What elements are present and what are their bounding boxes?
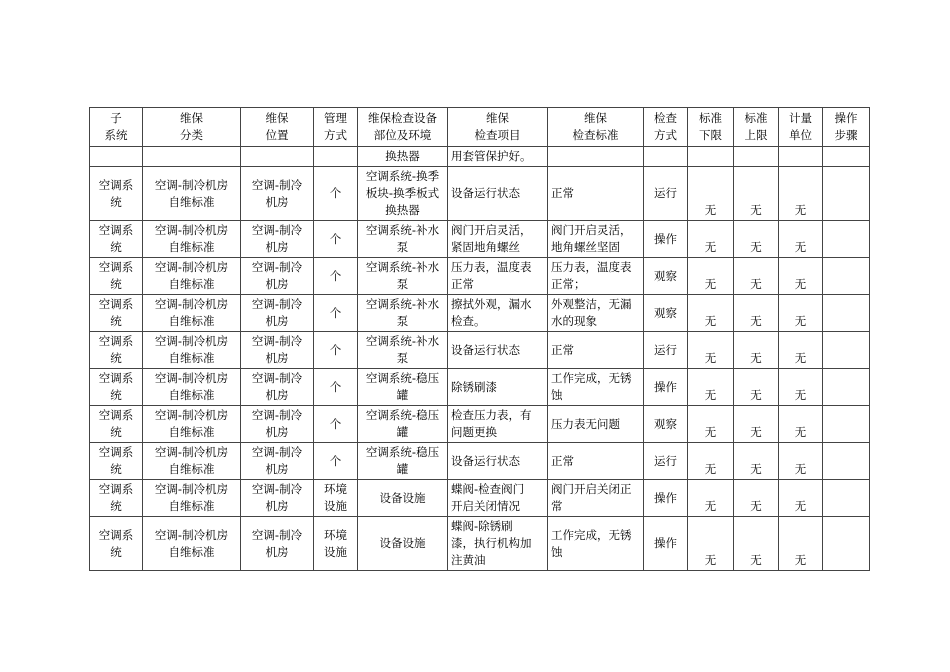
- category-cell-text: 空调-制冷机房 自维标准: [154, 334, 229, 365]
- location-cell-text: 空调-制冷 机房: [251, 334, 303, 365]
- equipment-cell: [358, 258, 448, 295]
- category-cell-text: 空调-制冷机房 自维标准: [154, 482, 229, 513]
- empty-cell: [241, 147, 314, 167]
- steps-cell: [823, 480, 870, 517]
- upper-limit-cell: [734, 517, 779, 571]
- location-cell-text: 空调-制冷 机房: [251, 371, 303, 402]
- upper-limit-cell-text: 无: [750, 351, 762, 365]
- steps-cell: [823, 258, 870, 295]
- check-standard-cell-text: 工作完成，无锈 蚀: [551, 371, 632, 402]
- check-item-cell-text: 设备运行状态: [451, 342, 520, 357]
- check-item-cell-text: 设备运行状态: [451, 453, 520, 468]
- check-method-cell-text: 观察: [654, 416, 677, 431]
- upper-limit-cell: [734, 332, 779, 369]
- subsystem-cell: [90, 221, 143, 258]
- check-standard-cell: [548, 258, 644, 295]
- management-cell: [314, 443, 358, 480]
- check-method-cell-text: 观察: [654, 268, 677, 283]
- location-cell: [241, 443, 314, 480]
- equipment-cell-text: 空调系统-稳压 罐: [365, 371, 440, 402]
- management-cell-text: 个: [329, 268, 342, 283]
- unit-cell-text: 无: [794, 203, 807, 217]
- equipment-cell: [358, 517, 448, 571]
- check-item-cell-text: 压力表，温度表 正常: [451, 260, 532, 291]
- lower-limit-cell: [688, 221, 734, 258]
- table-row: [90, 258, 870, 295]
- check-standard-cell: [548, 517, 644, 571]
- steps-cell: [823, 332, 870, 369]
- subsystem-cell-text: 空调系 统: [98, 260, 134, 291]
- management-cell: [314, 332, 358, 369]
- column-header-label: 标准 上限: [744, 111, 768, 142]
- check-item-cell: [448, 406, 548, 443]
- check-method-cell: [644, 480, 688, 517]
- check-item-cell-text: 擦拭外观，漏水 检查。: [451, 297, 532, 328]
- check-standard-cell: [548, 480, 644, 517]
- check-method-cell-text: 观察: [654, 305, 677, 320]
- lower-limit-cell-text: 无: [704, 462, 717, 476]
- unit-cell-text: 无: [794, 425, 807, 439]
- column-header-management: [314, 108, 358, 147]
- upper-limit-cell-text: 无: [750, 499, 762, 513]
- location-cell-text: 空调-制冷 机房: [251, 527, 303, 559]
- upper-limit-cell-text: 无: [750, 462, 762, 476]
- upper-limit-cell-text: 无: [750, 388, 762, 402]
- location-cell: [241, 258, 314, 295]
- lower-limit-cell-text: 无: [704, 314, 717, 328]
- location-cell: [241, 517, 314, 571]
- check-method-cell-text: 运行: [654, 453, 677, 468]
- column-header-label: 维保 分类: [180, 111, 203, 142]
- subsystem-cell-text: 空调系 统: [98, 223, 134, 254]
- lower-limit-cell: [688, 443, 734, 480]
- column-header-category: [143, 108, 241, 147]
- empty-cell: [314, 147, 358, 167]
- equipment-cell-text: 空调系统-补水 泵: [365, 223, 440, 254]
- equipment-cell: [358, 443, 448, 480]
- subsystem-cell-text: 空调系 统: [98, 445, 134, 476]
- check-standard-cell: [548, 221, 644, 258]
- check-item-cell: [448, 147, 548, 167]
- location-cell: [241, 295, 314, 332]
- location-cell-text: 空调-制冷 机房: [251, 177, 303, 209]
- lower-limit-cell: [688, 369, 734, 406]
- lower-limit-cell-text: 无: [704, 277, 717, 291]
- column-header-upper-limit: [734, 108, 779, 147]
- check-item-cell-text: 阀门开启灵活， 紧固地角螺丝: [451, 223, 532, 254]
- category-cell-text: 空调-制冷机房 自维标准: [154, 408, 229, 439]
- check-method-cell: [644, 369, 688, 406]
- category-cell: [143, 295, 241, 332]
- lower-limit-cell-text: 无: [704, 425, 717, 439]
- column-header-label: 子 系统: [104, 111, 128, 142]
- upper-limit-cell: [734, 295, 779, 332]
- column-header-check-method: [644, 108, 688, 147]
- equipment-cell-text: 空调系统-补水 泵: [365, 260, 440, 291]
- check-standard-cell-text: 外观整洁，无漏 水的现象: [551, 297, 632, 328]
- column-header-label: 检查 方式: [654, 111, 677, 142]
- management-cell: [314, 221, 358, 258]
- check-method-cell-text: 运行: [654, 186, 677, 200]
- category-cell: [143, 332, 241, 369]
- lower-limit-cell: [688, 332, 734, 369]
- subsystem-cell-text: 空调系 统: [98, 527, 134, 559]
- category-cell: [143, 258, 241, 295]
- table-row: [90, 443, 870, 480]
- unit-cell: [779, 443, 823, 480]
- column-header-label: 维保 检查标准: [572, 111, 619, 142]
- equipment-cell: [358, 369, 448, 406]
- category-cell: [143, 480, 241, 517]
- equipment-cell: [358, 406, 448, 443]
- subsystem-cell: [90, 295, 143, 332]
- subsystem-cell-text: 空调系 统: [98, 177, 134, 209]
- check-standard-cell: [548, 295, 644, 332]
- check-method-cell: [644, 443, 688, 480]
- check-method-cell-text: 运行: [654, 342, 677, 357]
- steps-cell: [823, 517, 870, 571]
- column-header-label: 操作 步骤: [834, 111, 858, 142]
- unit-cell-text: 无: [794, 462, 807, 476]
- subsystem-cell-text: 空调系 统: [98, 371, 134, 402]
- location-cell: [241, 406, 314, 443]
- table-row: [90, 295, 870, 332]
- unit-cell: [779, 258, 823, 295]
- unit-cell-text: 无: [794, 499, 807, 513]
- lower-limit-cell: [688, 406, 734, 443]
- steps-cell: [823, 369, 870, 406]
- check-method-cell-text: 操作: [654, 490, 677, 505]
- column-header-check-item: [448, 108, 548, 147]
- category-cell: [143, 369, 241, 406]
- location-cell: [241, 221, 314, 258]
- management-cell-text: 个: [329, 231, 342, 246]
- category-cell-text: 空调-制冷机房 自维标准: [154, 223, 229, 254]
- equipment-cell-text: 设备设施: [379, 490, 426, 505]
- empty-cell: [779, 147, 823, 167]
- upper-limit-cell-text: 无: [750, 203, 762, 217]
- management-cell-text: 个: [329, 379, 342, 394]
- location-cell-text: 空调-制冷 机房: [251, 297, 303, 328]
- check-item-cell: [448, 221, 548, 258]
- steps-cell: [823, 295, 870, 332]
- table-row: [90, 369, 870, 406]
- check-method-cell-text: 操作: [654, 379, 677, 394]
- check-method-cell: [644, 332, 688, 369]
- location-cell: [241, 332, 314, 369]
- column-header-lower-limit: [688, 108, 734, 147]
- check-item-cell: [448, 167, 548, 221]
- upper-limit-cell: [734, 167, 779, 221]
- management-cell-text: 个: [329, 453, 342, 468]
- check-standard-cell-text: 正常: [551, 186, 574, 200]
- management-cell-text: 个: [329, 305, 342, 320]
- table-row: [90, 221, 870, 258]
- column-header-steps: [823, 108, 870, 147]
- check-item-cell-text: 设备运行状态: [451, 186, 520, 200]
- subsystem-cell: [90, 167, 143, 221]
- steps-cell: [823, 406, 870, 443]
- location-cell-text: 空调-制冷 机房: [251, 482, 303, 513]
- table-row: [90, 517, 870, 571]
- check-standard-cell: [548, 167, 644, 221]
- table-row: [90, 332, 870, 369]
- category-cell-text: 空调-制冷机房 自维标准: [154, 297, 229, 328]
- lower-limit-cell-text: 无: [704, 553, 717, 567]
- empty-cell: [143, 147, 241, 167]
- equipment-cell-text: 换热器: [385, 149, 420, 163]
- column-header-location: [241, 108, 314, 147]
- check-standard-cell: [548, 369, 644, 406]
- table-row: [90, 480, 870, 517]
- lower-limit-cell-text: 无: [704, 388, 717, 402]
- management-cell: [314, 517, 358, 571]
- check-item-cell: [448, 443, 548, 480]
- equipment-cell: [358, 147, 448, 167]
- check-item-cell-text: 除锈刷漆: [451, 379, 497, 394]
- unit-cell-text: 无: [794, 351, 807, 365]
- empty-cell: [734, 147, 779, 167]
- upper-limit-cell: [734, 221, 779, 258]
- management-cell-text: 环境 设施: [324, 527, 347, 559]
- equipment-cell-text: 空调系统-稳压 罐: [365, 408, 440, 439]
- upper-limit-cell: [734, 443, 779, 480]
- check-item-cell: [448, 332, 548, 369]
- location-cell-text: 空调-制冷 机房: [251, 408, 303, 439]
- steps-cell: [823, 443, 870, 480]
- category-cell-text: 空调-制冷机房 自维标准: [154, 445, 229, 476]
- empty-cell: [688, 147, 734, 167]
- column-header-check-standard: [548, 108, 644, 147]
- check-standard-cell: [548, 332, 644, 369]
- unit-cell-text: 无: [794, 314, 807, 328]
- unit-cell: [779, 517, 823, 571]
- check-standard-cell-text: 压力表无问题: [551, 416, 620, 431]
- empty-cell: [823, 147, 870, 167]
- location-cell: [241, 167, 314, 221]
- lower-limit-cell: [688, 480, 734, 517]
- upper-limit-cell-text: 无: [750, 425, 762, 439]
- unit-cell: [779, 167, 823, 221]
- lower-limit-cell: [688, 258, 734, 295]
- check-method-cell-text: 操作: [654, 536, 677, 550]
- check-method-cell: [644, 295, 688, 332]
- unit-cell-text: 无: [794, 240, 807, 254]
- subsystem-cell: [90, 480, 143, 517]
- lower-limit-cell: [688, 295, 734, 332]
- location-cell-text: 空调-制冷 机房: [251, 445, 303, 476]
- check-item-cell: [448, 295, 548, 332]
- check-item-cell-text: 检查压力表，有 问题更换: [451, 408, 532, 439]
- lower-limit-cell: [688, 167, 734, 221]
- management-cell: [314, 295, 358, 332]
- subsystem-cell: [90, 332, 143, 369]
- upper-limit-cell-text: 无: [750, 277, 762, 291]
- check-item-cell-text: 蝶阀-检查阀门 开启关闭情况: [451, 482, 525, 513]
- management-cell-text: 个: [329, 342, 342, 357]
- empty-cell: [644, 147, 688, 167]
- check-item-cell: [448, 258, 548, 295]
- check-method-cell: [644, 167, 688, 221]
- category-cell: [143, 221, 241, 258]
- equipment-cell: [358, 295, 448, 332]
- location-cell-text: 空调-制冷 机房: [251, 260, 303, 291]
- subsystem-cell: [90, 443, 143, 480]
- location-cell-text: 空调-制冷 机房: [251, 223, 303, 254]
- lower-limit-cell-text: 无: [704, 499, 717, 513]
- equipment-cell-text: 空调系统-稳压 罐: [365, 445, 440, 476]
- management-cell-text: 个: [329, 186, 342, 200]
- subsystem-cell: [90, 258, 143, 295]
- subsystem-cell-text: 空调系 统: [98, 482, 134, 513]
- unit-cell-text: 无: [794, 277, 807, 291]
- check-method-cell: [644, 221, 688, 258]
- unit-cell: [779, 295, 823, 332]
- lower-limit-cell-text: 无: [704, 203, 717, 217]
- unit-cell: [779, 369, 823, 406]
- management-cell: [314, 369, 358, 406]
- category-cell-text: 空调-制冷机房 自维标准: [154, 260, 229, 291]
- check-standard-cell-text: 阀门开启灵活， 地角螺丝坚固: [551, 223, 632, 254]
- subsystem-cell: [90, 406, 143, 443]
- lower-limit-cell-text: 无: [704, 351, 717, 365]
- equipment-cell: [358, 332, 448, 369]
- empty-cell: [90, 147, 143, 167]
- check-standard-cell: [548, 443, 644, 480]
- management-cell: [314, 167, 358, 221]
- column-header-label: 维保 位置: [265, 111, 289, 142]
- management-cell-text: 环境 设施: [324, 482, 347, 513]
- subsystem-cell-text: 空调系 统: [98, 334, 134, 365]
- check-method-cell: [644, 406, 688, 443]
- column-header-label: 管理 方式: [324, 111, 347, 142]
- check-item-cell: [448, 517, 548, 571]
- check-method-cell: [644, 258, 688, 295]
- column-header-equipment: [358, 108, 448, 147]
- equipment-cell-text: 设备设施: [379, 536, 426, 550]
- unit-cell-text: 无: [794, 553, 807, 567]
- unit-cell: [779, 480, 823, 517]
- upper-limit-cell: [734, 406, 779, 443]
- unit-cell: [779, 332, 823, 369]
- lower-limit-cell-text: 无: [704, 240, 717, 254]
- subsystem-cell: [90, 517, 143, 571]
- equipment-cell-text: 空调系统-补水 泵: [365, 334, 440, 365]
- check-item-cell-text: 蝶阀-除锈刷 漆，执行机构加 注黄油: [451, 519, 532, 567]
- header-row: [90, 108, 870, 147]
- column-header-label: 标准 下限: [699, 111, 722, 142]
- lower-limit-cell: [688, 517, 734, 571]
- management-cell: [314, 406, 358, 443]
- column-header-subsystem: [90, 108, 143, 147]
- column-header-label: 维保检查设备 部位及环境: [368, 111, 437, 142]
- column-header-label: 计量 单位: [789, 111, 812, 142]
- column-header-label: 维保 检查项目: [474, 111, 521, 142]
- check-standard-cell: [548, 406, 644, 443]
- upper-limit-cell: [734, 258, 779, 295]
- category-cell: [143, 443, 241, 480]
- upper-limit-cell-text: 无: [750, 553, 762, 567]
- equipment-cell-text: 空调系统-补水 泵: [365, 297, 440, 328]
- check-standard-cell-text: 阀门开启关闭正 常: [551, 482, 632, 513]
- column-header-unit: [779, 108, 823, 147]
- upper-limit-cell-text: 无: [750, 314, 762, 328]
- check-standard-cell-text: 压力表，温度表 正常；: [551, 260, 632, 291]
- location-cell: [241, 480, 314, 517]
- unit-cell: [779, 406, 823, 443]
- category-cell-text: 空调-制冷机房 自维标准: [154, 527, 229, 559]
- category-cell-text: 空调-制冷机房 自维标准: [154, 371, 229, 402]
- equipment-cell: [358, 480, 448, 517]
- empty-cell: [548, 147, 644, 167]
- steps-cell: [823, 167, 870, 221]
- management-cell: [314, 480, 358, 517]
- unit-cell: [779, 221, 823, 258]
- check-standard-cell-text: 工作完成，无锈 蚀: [551, 527, 632, 559]
- upper-limit-cell: [734, 369, 779, 406]
- location-cell: [241, 369, 314, 406]
- subsystem-cell-text: 空调系 统: [98, 408, 134, 439]
- unit-cell-text: 无: [794, 388, 807, 402]
- equipment-cell: [358, 167, 448, 221]
- category-cell: [143, 517, 241, 571]
- category-cell: [143, 406, 241, 443]
- management-cell-text: 个: [329, 416, 342, 431]
- equipment-cell: [358, 221, 448, 258]
- category-cell: [143, 167, 241, 221]
- category-cell-text: 空调-制冷机房 自维标准: [154, 177, 229, 209]
- maintenance-table: [89, 107, 870, 571]
- equipment-cell-text: 空调系统-换季 板块-换季板式 换热器: [365, 169, 440, 217]
- management-cell: [314, 258, 358, 295]
- check-method-cell-text: 操作: [654, 231, 677, 246]
- check-item-cell: [448, 369, 548, 406]
- continuation-row: [90, 147, 870, 167]
- check-method-cell: [644, 517, 688, 571]
- check-item-cell-text: 用套管保护好。: [451, 149, 532, 163]
- table-row: [90, 167, 870, 221]
- subsystem-cell-text: 空调系 统: [98, 297, 134, 328]
- steps-cell: [823, 221, 870, 258]
- check-item-cell: [448, 480, 548, 517]
- upper-limit-cell: [734, 480, 779, 517]
- check-standard-cell-text: 正常: [551, 453, 574, 468]
- check-standard-cell-text: 正常: [551, 342, 574, 357]
- upper-limit-cell-text: 无: [750, 240, 762, 254]
- table-row: [90, 406, 870, 443]
- subsystem-cell: [90, 369, 143, 406]
